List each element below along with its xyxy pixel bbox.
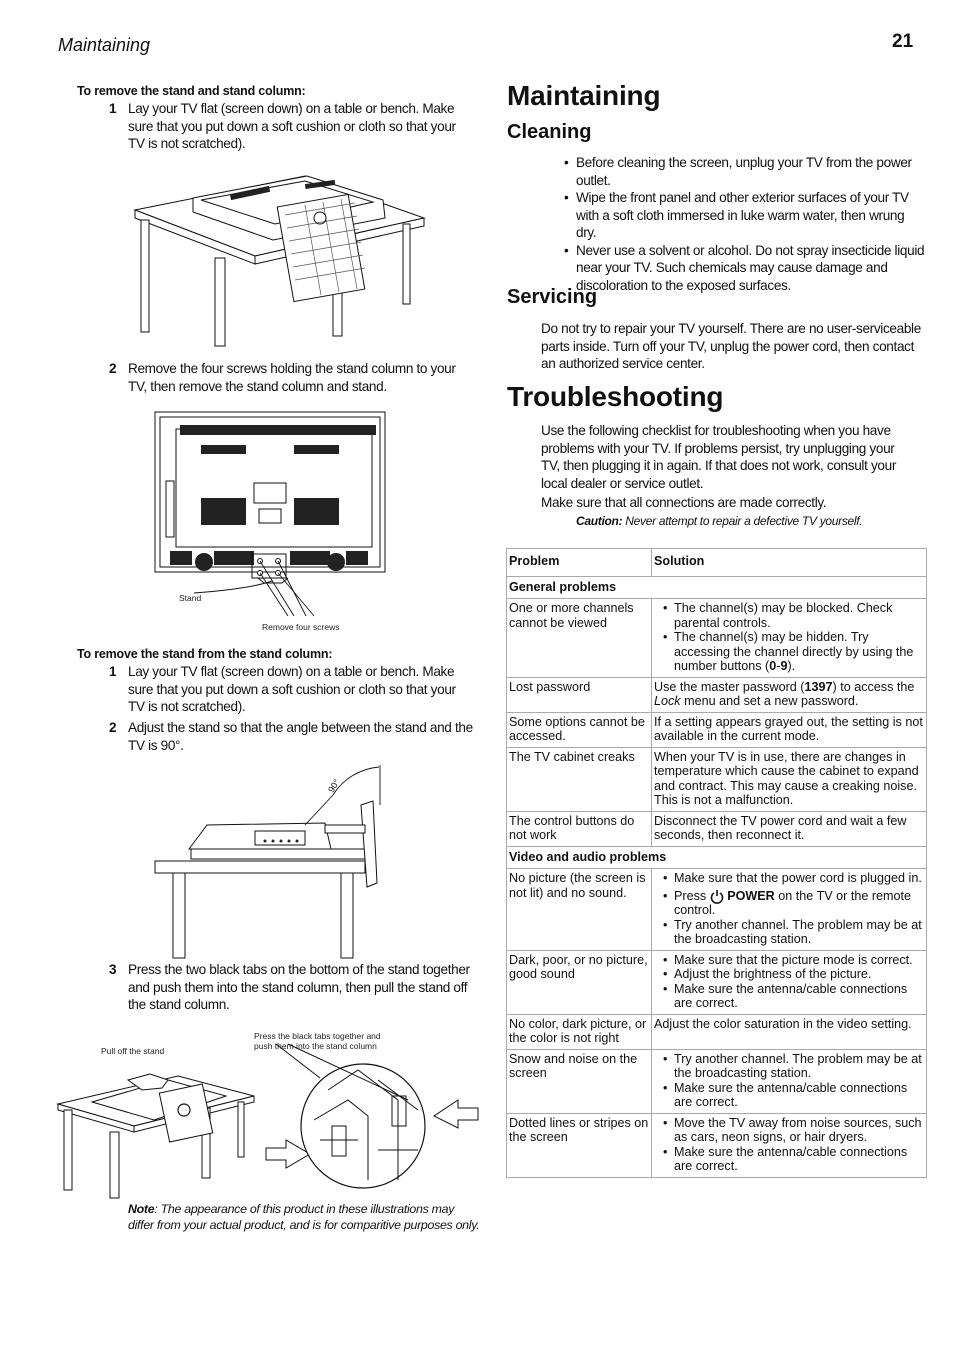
- connections-text: Make sure that all connections are made correctly.: [541, 495, 827, 510]
- solution-cell: Use the master password (1397) to access the Lock menu and set a new password.: [652, 677, 927, 712]
- table-row: [507, 811, 927, 846]
- note-text: : The appearance of this product in these illustrations may differ from your actual product, and is for comparitive purposes only.: [128, 1202, 480, 1232]
- troubleshooting-title: Troubleshooting: [507, 381, 724, 412]
- problem-cell: Dark, poor, or no picture, good sound: [507, 950, 652, 1014]
- cleaning-heading: Cleaning: [507, 121, 592, 143]
- problem-cell: Snow and noise on the screen: [507, 1049, 652, 1113]
- problem-header: Problem: [507, 549, 652, 577]
- solution-cell: Adjust the color saturation in the video setting.: [652, 1014, 927, 1049]
- solution-item: • Make sure the antenna/cable connections are correct.: [674, 1081, 924, 1110]
- stand-angle-illustration: [155, 765, 387, 960]
- table-row: [507, 677, 927, 712]
- remove-screws-label: Remove four screws: [262, 622, 340, 632]
- step-number: 1: [109, 664, 117, 679]
- tv-back-screws-illustration: [154, 411, 386, 611]
- problem-cell: No picture (the screen is not lit) and no sound.: [507, 869, 652, 951]
- solution-item: • The channel(s) may be hidden. Try accessing the channel directly by using the number buttons (0-9).: [674, 630, 924, 674]
- solution-item: • Try another channel. The problem may be at the broadcasting station.: [674, 918, 924, 947]
- problem-cell: Lost password: [507, 677, 652, 712]
- solution-item: • Make sure that the picture mode is correct.: [674, 953, 924, 968]
- caution-text: Never attempt to repair a defective TV yourself.: [622, 514, 863, 528]
- solution-header: Solution: [652, 549, 927, 577]
- caution-label: Caution:: [576, 514, 623, 528]
- table-row: [507, 747, 927, 811]
- solution-item: • Press POWER on the TV or the remote control.: [674, 889, 924, 918]
- note-label: Note: [128, 1202, 155, 1216]
- cleaning-list: [564, 154, 926, 294]
- step-text: Lay your TV flat (screen down) on a table or bench. Make sure that you put down a soft cushion or cloth so that your TV is not scratched).: [128, 664, 456, 714]
- angle-label: 90°: [326, 777, 342, 795]
- stand-removal-title: To remove the stand and stand column:: [77, 84, 306, 98]
- solution-cell: If a setting appears grayed out, the setting is not available in the current mode.: [652, 712, 927, 747]
- solution-item: • Make sure the antenna/cable connections are correct.: [674, 1145, 924, 1174]
- solution-cell: Disconnect the TV power cord and wait a few seconds, then reconnect it.: [652, 811, 927, 846]
- solution-item: • Make sure that the power cord is plugged in.: [674, 871, 924, 886]
- troubleshooting-table: [506, 548, 927, 1178]
- solution-item: • Adjust the brightness of the picture.: [674, 967, 924, 982]
- problem-cell: No color, dark picture, or the color is not right: [507, 1014, 652, 1049]
- solution-cell: [652, 950, 927, 1014]
- problem-cell: The control buttons do not work: [507, 811, 652, 846]
- list-item: • Before cleaning the screen, unplug your TV from the power outlet.: [564, 154, 926, 189]
- stand-step-1: [109, 100, 473, 153]
- solution-cell: [652, 1049, 927, 1113]
- problem-cell: One or more channels cannot be viewed: [507, 599, 652, 678]
- stand-step-2: [109, 360, 473, 395]
- solution-item: • Try another channel. The problem may be at the broadcasting station.: [674, 1052, 924, 1081]
- table-row: [507, 1049, 927, 1113]
- step-text: Press the two black tabs on the bottom of the stand together and push them into the stand column, then pull the stand off the stand column.: [128, 962, 470, 1012]
- column-step-1: [109, 663, 473, 716]
- table-header-row: [507, 549, 927, 577]
- pull-stand-label: Pull off the stand: [101, 1046, 165, 1056]
- column-removal-title: To remove the stand from the stand column:: [77, 647, 333, 661]
- servicing-text: Do not try to repair your TV yourself. There are no user-serviceable parts inside. Turn off your TV, unplug the power cord, then contact an authorized service center.: [541, 321, 921, 371]
- servicing-heading: Servicing: [507, 286, 598, 308]
- group-general: General problems: [507, 576, 927, 599]
- caution-note: [576, 514, 862, 528]
- step-text: Adjust the stand so that the angle between the stand and the TV is 90°.: [128, 720, 473, 753]
- solution-cell: When your TV is in use, there are changes in temperature which cause the cabinet to expand and contract. This may cause a creaking noise. This is not a malfunction.: [652, 747, 927, 811]
- troubleshooting-intro: Use the following checklist for troubleshooting when you have problems with your TV. If problems persist, try unplugging your TV, then plugging it in again. If that does not work, consult your local dealer or service outlet.: [541, 423, 896, 491]
- solution-cell: [652, 869, 927, 951]
- problem-cell: Dotted lines or stripes on the screen: [507, 1113, 652, 1177]
- table-row: [507, 1113, 927, 1177]
- column-step-2: [109, 719, 478, 754]
- step-number: 1: [109, 101, 117, 116]
- running-header: Maintaining: [58, 35, 151, 55]
- page-number: 21: [892, 31, 914, 52]
- tv-on-table-illustration: [135, 170, 425, 350]
- table-row: [507, 712, 927, 747]
- problem-cell: Some options cannot be accessed.: [507, 712, 652, 747]
- power-icon: [710, 889, 724, 903]
- illustration-note: [128, 1201, 483, 1233]
- table-row: [507, 869, 927, 951]
- solution-cell: [652, 599, 927, 678]
- step-number: 2: [109, 361, 117, 376]
- maintaining-title: Maintaining: [507, 80, 661, 111]
- solution-item: • Move the TV away from noise sources, such as cars, neon signs, or hair dryers.: [674, 1116, 924, 1145]
- table-row: [507, 599, 927, 678]
- group-video: Video and audio problems: [507, 846, 927, 869]
- pull-off-stand-illustration: [58, 1060, 483, 1200]
- problem-cell: The TV cabinet creaks: [507, 747, 652, 811]
- solution-cell: [652, 1113, 927, 1177]
- step-number: 3: [109, 962, 117, 977]
- group-row: [507, 576, 927, 599]
- column-step-3: [109, 961, 478, 1014]
- stand-label: Stand: [179, 593, 202, 603]
- list-item: • Never use a solvent or alcohol. Do not spray insecticide liquid near your TV. Such chemicals may cause damage and discoloration to the exposed surfaces.: [564, 242, 926, 295]
- group-row: [507, 846, 927, 869]
- table-row: [507, 950, 927, 1014]
- solution-item: • Make sure the antenna/cable connections are correct.: [674, 982, 924, 1011]
- list-item: • Wipe the front panel and other exterior surfaces of your TV with a soft cloth immersed in luke warm water, then wrung dry.: [564, 189, 926, 242]
- table-row: [507, 1014, 927, 1049]
- step-text: Remove the four screws holding the stand column to your TV, then remove the stand column and stand.: [128, 361, 456, 394]
- press-tabs-label: Press the black tabs together and push them into the stand column: [254, 1031, 381, 1051]
- step-number: 2: [109, 720, 117, 735]
- solution-item: • The channel(s) may be blocked. Check parental controls.: [674, 601, 924, 630]
- step-text: Lay your TV flat (screen down) on a table or bench. Make sure that you put down a soft cushion or cloth so that your TV is not scratched).: [128, 101, 456, 151]
